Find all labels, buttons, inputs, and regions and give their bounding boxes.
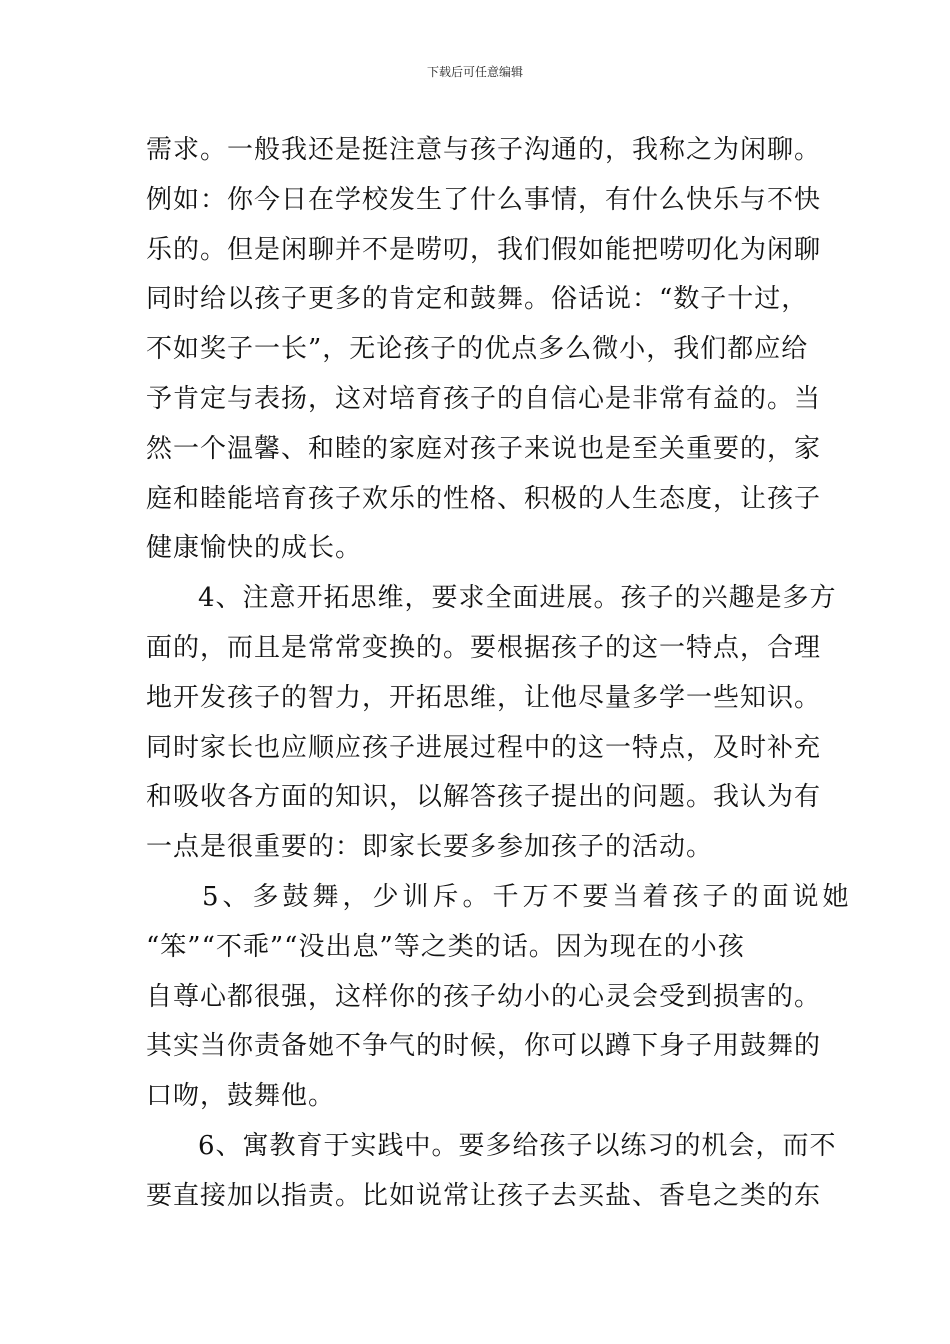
text-line: 和吸收各方面的知识，以解答孩子提出的问题。我认为有 xyxy=(146,782,822,813)
paragraph xyxy=(146,873,853,1122)
text-line: 健康愉快的成长。 xyxy=(146,533,363,564)
text-line: 要直接加以指责。比如说常让孩子去买盐、香皂之类的东 xyxy=(146,1180,822,1211)
text-line: 乐的。但是闲聊并不是唠叨，我们假如能把唠叨化为闲聊 xyxy=(146,234,822,265)
paragraph xyxy=(146,126,822,574)
text-line: 地开发孩子的智力，开拓思维，让他尽量多学一些知识。 xyxy=(146,682,822,713)
text-line: “笨”“不乖”“没出息”等之类的话。因为现在的小孩 xyxy=(146,931,745,962)
text-line: 同时家长也应顺应孩子进展过程中的这一特点，及时补充 xyxy=(146,732,822,763)
text-line: 6、寓教育于实践中。要多给孩子以练习的机会，而不 xyxy=(198,1130,837,1161)
text-line: 其实当你责备她不争气的时候，你可以蹲下身子用鼓舞的 xyxy=(146,1031,822,1062)
page-header: 下载后可任意编辑 xyxy=(426,65,523,79)
text-line: 口吻，鼓舞他。 xyxy=(146,1081,336,1112)
text-line: 予肯定与表扬，这对培育孩子的自信心是非常有益的。当 xyxy=(146,383,822,414)
text-line: 自尊心都很强，这样你的孩子幼小的心灵会受到损害的。 xyxy=(146,981,822,1012)
text-line: 然一个温馨、和睦的家庭对孩子来说也是至关重要的，家 xyxy=(146,433,822,464)
text-line: 5、多鼓舞，少训斥。千万不要当着孩子的面说她 xyxy=(202,881,853,912)
text-line: 一点是很重要的：即家长要多参加孩子的活动。 xyxy=(146,832,714,863)
text-line: 庭和睦能培育孩子欢乐的性格、积极的人生态度，让孩子 xyxy=(146,483,822,514)
document-body xyxy=(146,126,853,1222)
paragraph xyxy=(146,574,837,873)
text-line: 面的，而且是常常变换的。要根据孩子的这一特点，合理 xyxy=(146,632,822,663)
text-line: 4、注意开拓思维，要求全面进展。孩子的兴趣是多方 xyxy=(198,583,837,614)
text-line: 需求。一般我还是挺注意与孩子沟通的，我称之为闲聊。 xyxy=(146,135,822,165)
paragraph xyxy=(146,1122,837,1222)
text-line: 例如：你今日在学校发生了什么事情，有什么快乐与不快 xyxy=(146,184,822,215)
text-line: 不如奖子一长”，无论孩子的优点多么微小，我们都应给 xyxy=(146,334,809,365)
text-line: 同时给以孩子更多的肯定和鼓舞。俗话说：“数子十过， xyxy=(146,284,809,315)
